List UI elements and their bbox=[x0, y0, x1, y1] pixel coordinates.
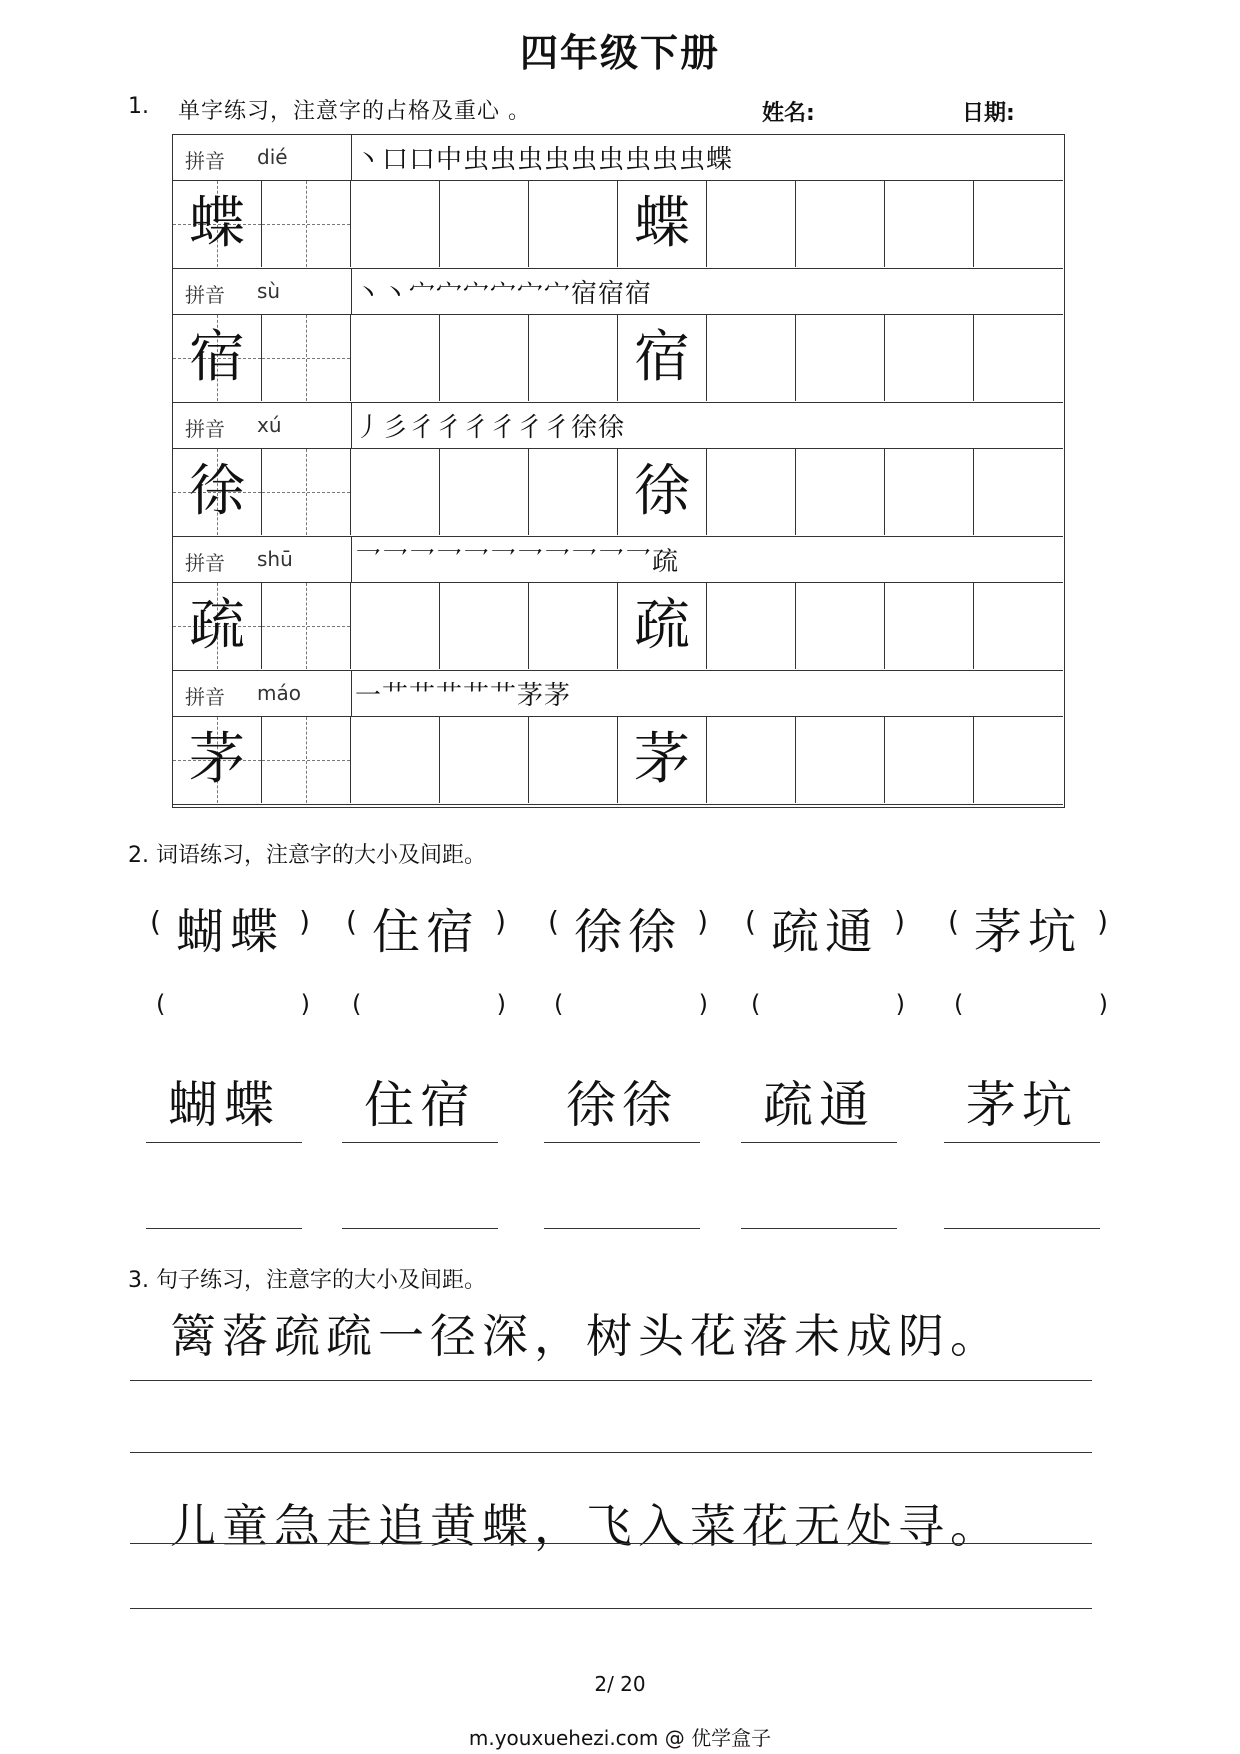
open-paren: ( bbox=[954, 990, 964, 1018]
pinyin-row bbox=[173, 671, 1063, 717]
model-character: 茅 bbox=[634, 727, 690, 792]
date-label: 日期: bbox=[962, 101, 1015, 126]
practice-cell[interactable] bbox=[529, 717, 618, 803]
practice-cell[interactable] bbox=[707, 583, 796, 669]
writing-line bbox=[130, 1608, 1092, 1609]
practice-cell[interactable] bbox=[529, 181, 618, 267]
practice-cell[interactable] bbox=[618, 583, 707, 669]
practice-cell[interactable] bbox=[618, 449, 707, 535]
pinyin-label: 拼音 bbox=[185, 551, 225, 575]
practice-row bbox=[173, 717, 1063, 805]
close-paren: ) bbox=[1097, 905, 1108, 938]
writing-line[interactable] bbox=[944, 1162, 1100, 1229]
practice-cell[interactable] bbox=[529, 315, 618, 401]
pinyin-blank[interactable] bbox=[346, 990, 506, 1024]
pinyin-value: máo bbox=[257, 681, 301, 705]
close-paren: ) bbox=[495, 905, 506, 938]
stroke-order: 一艹艹艹艹艹茅茅 bbox=[355, 681, 572, 711]
practice-cell[interactable] bbox=[885, 449, 974, 535]
open-paren: ( bbox=[352, 990, 362, 1018]
stroke-order: 乛乛乛乛乛乛乛乛乛乛乛疏 bbox=[355, 547, 680, 577]
model-character: 宿 bbox=[189, 325, 245, 390]
stroke-order: 丶口口中虫虫虫虫虫虫虫虫虫蝶 bbox=[355, 145, 734, 175]
open-paren: ( bbox=[548, 905, 559, 938]
pinyin-blank[interactable] bbox=[150, 990, 310, 1024]
practice-cell[interactable] bbox=[173, 717, 262, 803]
divider bbox=[351, 671, 352, 717]
practice-cell[interactable] bbox=[707, 449, 796, 535]
practice-cell[interactable] bbox=[618, 717, 707, 803]
practice-cell[interactable] bbox=[173, 181, 262, 267]
practice-cell[interactable] bbox=[351, 583, 440, 669]
divider bbox=[351, 403, 352, 449]
model-character: 蝶 bbox=[189, 191, 245, 256]
pinyin-row bbox=[173, 269, 1063, 315]
guide-line bbox=[306, 315, 307, 401]
open-paren: ( bbox=[554, 990, 564, 1018]
pinyin-row bbox=[173, 537, 1063, 583]
trace-word: 疏通 bbox=[741, 1070, 897, 1143]
word-with-parens bbox=[745, 893, 905, 963]
practice-cell[interactable] bbox=[974, 449, 1063, 535]
practice-row bbox=[173, 583, 1063, 671]
model-character: 疏 bbox=[189, 593, 245, 658]
open-paren: ( bbox=[745, 905, 756, 938]
practice-cell[interactable] bbox=[262, 449, 351, 535]
practice-cell[interactable] bbox=[173, 449, 262, 535]
practice-cell[interactable] bbox=[440, 315, 529, 401]
section-1-heading: 单字练习，注意字的占格及重心 。 bbox=[178, 99, 531, 124]
practice-cell[interactable] bbox=[262, 583, 351, 669]
practice-cell[interactable] bbox=[351, 449, 440, 535]
practice-cell[interactable] bbox=[618, 181, 707, 267]
sentence-2: 儿童急走追黄蝶，飞入菜花无处寻。 bbox=[170, 1499, 1002, 1553]
practice-cell[interactable] bbox=[707, 181, 796, 267]
guide-line bbox=[306, 583, 307, 669]
model-character: 宿 bbox=[634, 325, 690, 390]
page-number: 2/ 20 bbox=[594, 1672, 646, 1696]
practice-cell[interactable] bbox=[707, 717, 796, 803]
practice-cell[interactable] bbox=[440, 583, 529, 669]
practice-cell[interactable] bbox=[351, 717, 440, 803]
page-title: 四年级下册 bbox=[519, 31, 720, 75]
practice-cell[interactable] bbox=[796, 449, 885, 535]
model-character: 茅 bbox=[189, 727, 245, 792]
guide-line bbox=[306, 449, 307, 535]
close-paren: ) bbox=[299, 905, 310, 938]
practice-cell[interactable] bbox=[885, 583, 974, 669]
practice-cell[interactable] bbox=[885, 315, 974, 401]
trace-word: 蝴蝶 bbox=[146, 1070, 302, 1143]
practice-row bbox=[173, 181, 1063, 269]
practice-row bbox=[173, 449, 1063, 537]
model-character: 蝶 bbox=[634, 191, 690, 256]
practice-cell[interactable] bbox=[796, 583, 885, 669]
pinyin-blank[interactable] bbox=[548, 990, 708, 1024]
pinyin-row bbox=[173, 135, 1063, 181]
pinyin-label: 拼音 bbox=[185, 685, 225, 709]
pinyin-label: 拼音 bbox=[185, 283, 225, 307]
word-with-parens bbox=[346, 893, 506, 963]
practice-cell[interactable] bbox=[173, 315, 262, 401]
pinyin-blank[interactable] bbox=[745, 990, 905, 1024]
practice-cell[interactable] bbox=[974, 315, 1063, 401]
practice-cell[interactable] bbox=[173, 583, 262, 669]
pinyin-value: sù bbox=[257, 279, 281, 303]
open-paren: ( bbox=[751, 990, 761, 1018]
open-paren: ( bbox=[156, 990, 166, 1018]
writing-line bbox=[130, 1452, 1092, 1453]
practice-row bbox=[173, 315, 1063, 403]
section-2-heading: 2. 词语练习，注意字的大小及间距。 bbox=[128, 843, 486, 868]
divider bbox=[351, 269, 352, 315]
close-paren: ) bbox=[300, 990, 310, 1018]
section-3-heading: 3. 句子练习，注意字的大小及间距。 bbox=[128, 1268, 486, 1293]
practice-cell[interactable] bbox=[262, 717, 351, 803]
word: 疏通 bbox=[770, 904, 879, 960]
pinyin-blank[interactable] bbox=[948, 990, 1108, 1024]
practice-cell[interactable] bbox=[262, 181, 351, 267]
word-with-parens bbox=[948, 893, 1108, 963]
writing-line bbox=[130, 1380, 1092, 1381]
stroke-order: 丿彡彳彳彳彳彳彳徐徐 bbox=[355, 413, 626, 443]
close-paren: ) bbox=[894, 905, 905, 938]
writing-line[interactable] bbox=[342, 1162, 498, 1229]
word: 茅坑 bbox=[973, 904, 1082, 960]
practice-cell[interactable] bbox=[707, 315, 796, 401]
writing-line[interactable] bbox=[146, 1162, 302, 1229]
practice-cell[interactable] bbox=[796, 181, 885, 267]
trace-word: 茅坑 bbox=[944, 1070, 1100, 1143]
pinyin-value: xú bbox=[257, 413, 282, 437]
practice-cell[interactable] bbox=[796, 315, 885, 401]
word: 徐徐 bbox=[573, 904, 682, 960]
practice-cell[interactable] bbox=[529, 449, 618, 535]
word: 蝴蝶 bbox=[175, 904, 284, 960]
close-paren: ) bbox=[698, 990, 708, 1018]
practice-cell[interactable] bbox=[351, 315, 440, 401]
open-paren: ( bbox=[948, 905, 959, 938]
practice-cell[interactable] bbox=[440, 717, 529, 803]
close-paren: ) bbox=[496, 990, 506, 1018]
name-label: 姓名: bbox=[762, 101, 815, 126]
word-with-parens bbox=[548, 893, 708, 963]
pinyin-value: dié bbox=[257, 145, 288, 169]
practice-cell[interactable] bbox=[885, 717, 974, 803]
sentence-1: 篱落疏疏一径深，树头花落未成阴。 bbox=[170, 1309, 1002, 1363]
word-with-parens bbox=[150, 893, 310, 963]
writing-line bbox=[130, 1543, 1092, 1544]
practice-cell[interactable] bbox=[618, 315, 707, 401]
pinyin-label: 拼音 bbox=[185, 417, 225, 441]
trace-word: 住宿 bbox=[342, 1070, 498, 1143]
trace-word: 徐徐 bbox=[544, 1070, 700, 1143]
model-character: 疏 bbox=[634, 593, 690, 658]
divider bbox=[351, 135, 352, 181]
close-paren: ) bbox=[1098, 990, 1108, 1018]
practice-cell[interactable] bbox=[974, 717, 1063, 803]
guide-line bbox=[306, 717, 307, 803]
model-character: 徐 bbox=[189, 459, 245, 524]
divider bbox=[351, 537, 352, 583]
practice-cell[interactable] bbox=[974, 181, 1063, 267]
close-paren: ) bbox=[895, 990, 905, 1018]
writing-line[interactable] bbox=[741, 1162, 897, 1229]
open-paren: ( bbox=[346, 905, 357, 938]
footer-site: m.youxuehezi.com @ 优学盒子 bbox=[468, 1726, 772, 1750]
writing-line[interactable] bbox=[544, 1162, 700, 1229]
practice-cell[interactable] bbox=[974, 583, 1063, 669]
word: 住宿 bbox=[371, 904, 480, 960]
pinyin-value: shū bbox=[257, 547, 293, 571]
section-1-number: 1. bbox=[128, 94, 149, 119]
stroke-order: 丶丶宀宀宀宀宀宀宿宿宿 bbox=[355, 279, 653, 309]
practice-cell[interactable] bbox=[351, 181, 440, 267]
model-character: 徐 bbox=[634, 459, 690, 524]
guide-line bbox=[306, 181, 307, 267]
pinyin-row bbox=[173, 403, 1063, 449]
pinyin-label: 拼音 bbox=[185, 149, 225, 173]
practice-cell[interactable] bbox=[885, 181, 974, 267]
practice-cell[interactable] bbox=[796, 717, 885, 803]
practice-cell[interactable] bbox=[440, 181, 529, 267]
practice-cell[interactable] bbox=[440, 449, 529, 535]
practice-cell[interactable] bbox=[529, 583, 618, 669]
practice-cell[interactable] bbox=[262, 315, 351, 401]
close-paren: ) bbox=[697, 905, 708, 938]
character-practice-grid bbox=[172, 134, 1065, 808]
open-paren: ( bbox=[150, 905, 161, 938]
